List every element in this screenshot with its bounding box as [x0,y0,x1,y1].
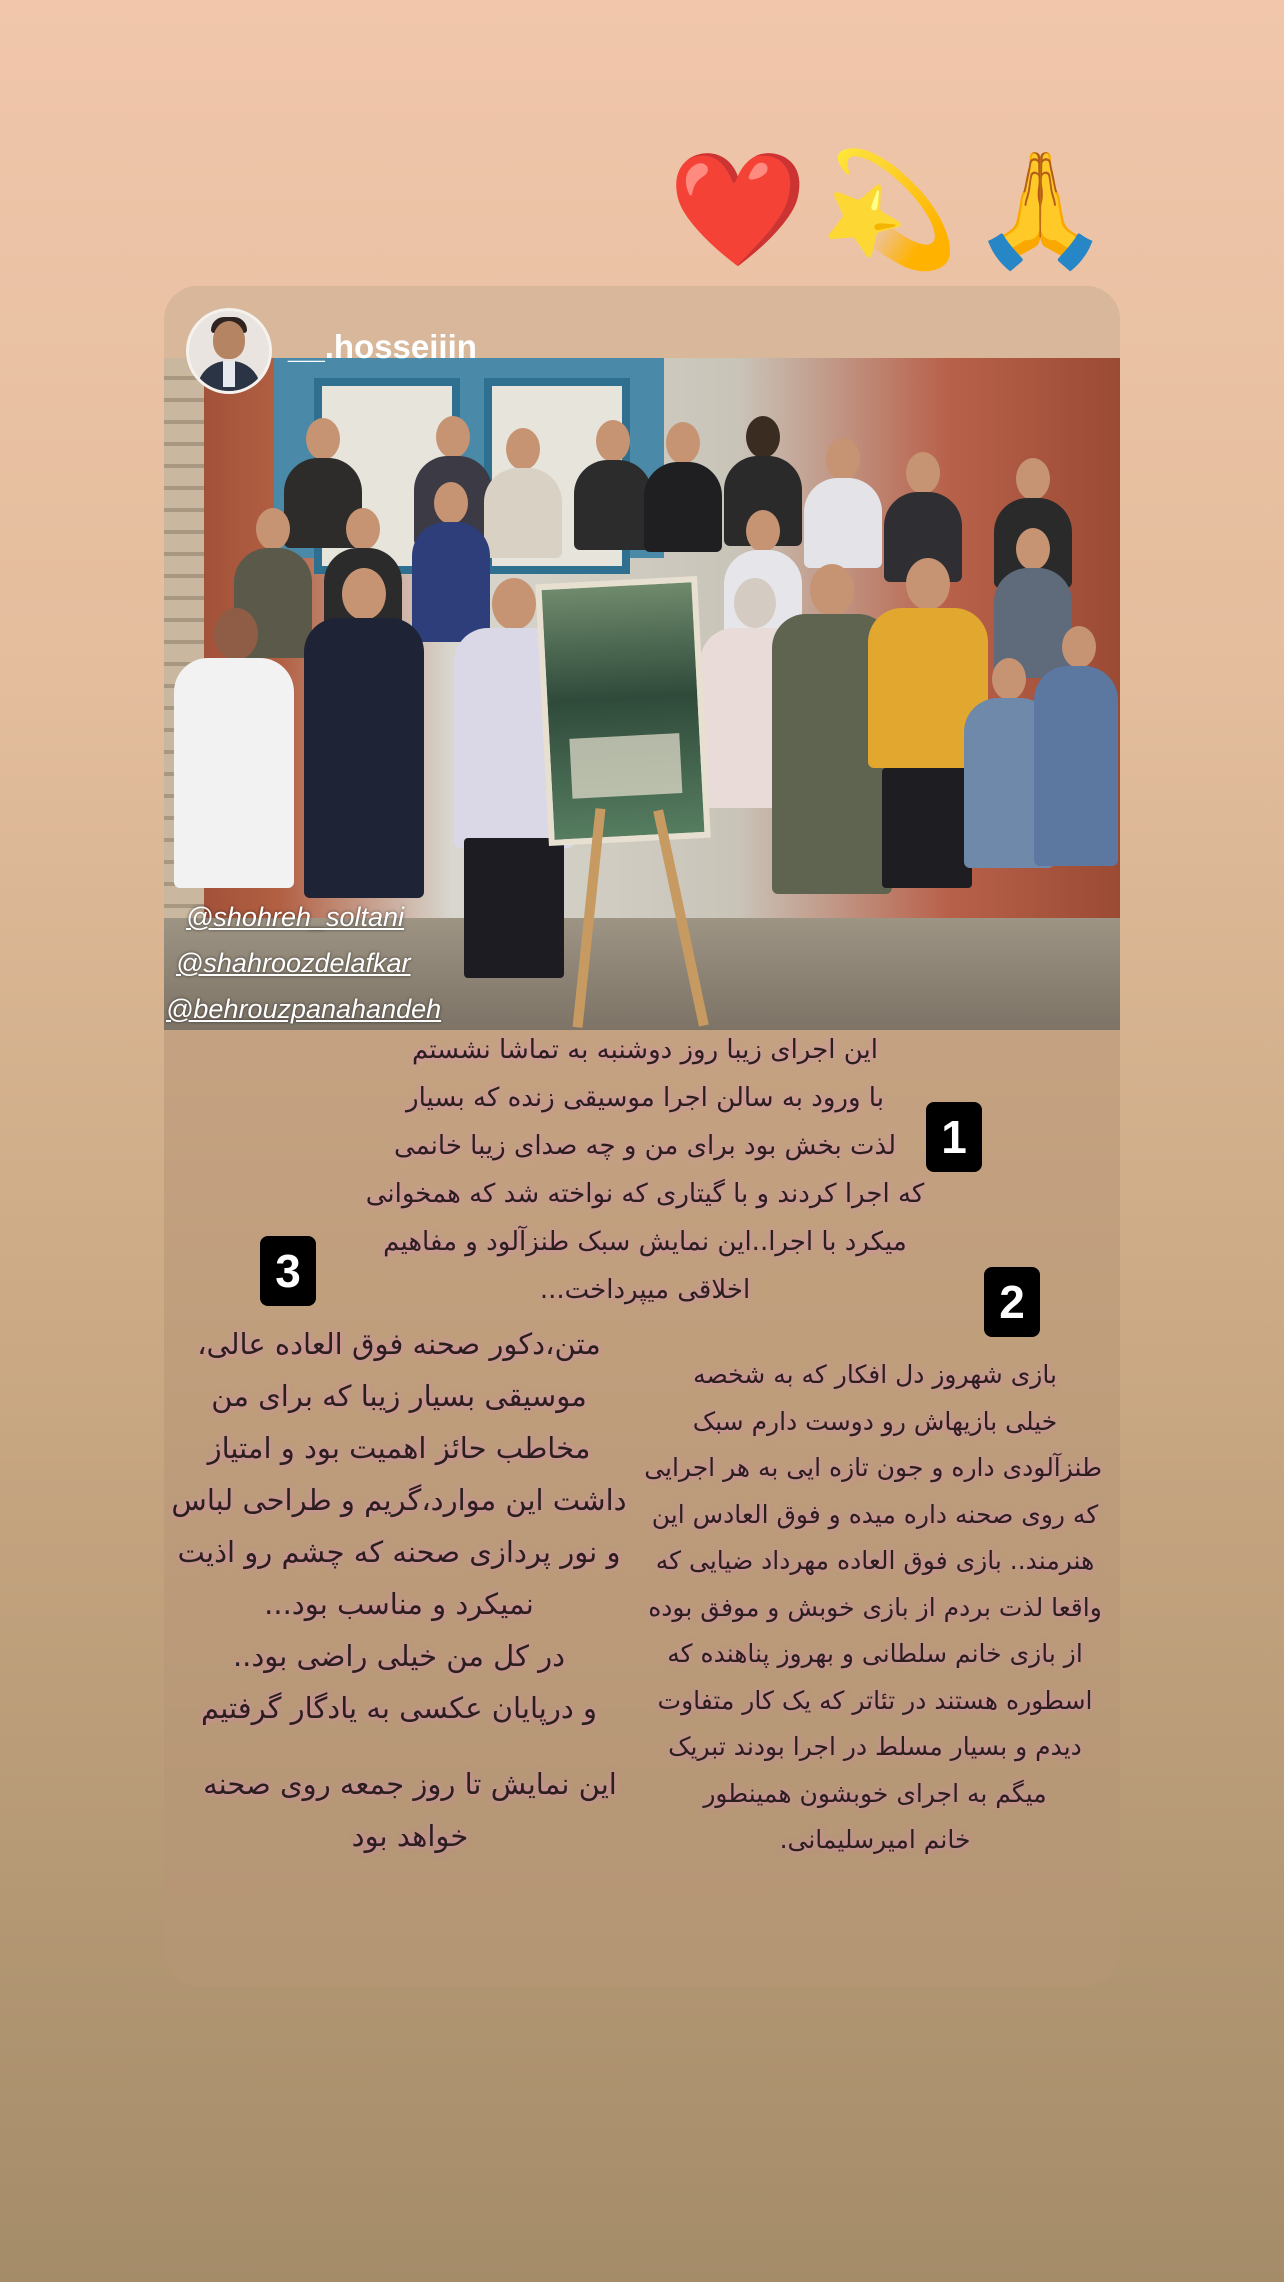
caption-line: خیلی بازیهاش رو دوست دارم سبک [692,1406,1058,1436]
caption-line: و نور پردازی صحنه که چشم رو اذیت [177,1535,621,1569]
caption-line: نمیکرد و مناسب بود... [264,1587,534,1621]
caption-line: دیدم و بسیار مسلط در اجرا بودند تبریک [668,1732,1082,1761]
caption-line: بازی شهروز دل افکار که به شخصه [693,1360,1057,1389]
number-badge-2: 2 [984,1267,1040,1337]
caption-text-2 [644,1352,1102,1864]
caption-line: این اجرای زیبا روز دوشنبه به تماشا نشستم [412,1035,878,1065]
caption-line: در کل من خیلی راضی بود.. [232,1639,566,1673]
caption-line: متن،دکور صحنه فوق العاده عالی، [197,1327,601,1361]
caption-line: لذت بخش بود برای من و چه صدای زیبا خانمی [393,1131,897,1161]
play-poster [535,576,710,846]
caption-line: اخلاقی میپرداخت... [539,1275,751,1305]
caption-line: هنرمند.. بازی فوق العاده مهرداد ضیایی که [655,1546,1095,1575]
praying-hands-emoji-icon: 🙏 [970,145,1111,275]
caption-text-1 [345,1026,945,1314]
avatar[interactable] [186,308,272,394]
caption-line: موسیقی بسیار زیبا که برای من [211,1379,587,1413]
caption-line: واقعا لذت بردم از بازی خوبش و موفق بوده [648,1592,1102,1622]
caption-line: میکرد با اجرا..این نمایش سبک طنزآلود و مفاهیم [383,1227,907,1257]
caption-line: خانم امیرسلیمانی. [779,1825,971,1854]
caption-line: اسطوره هستند در تئاتر که یک کار متفاوت [657,1685,1093,1715]
caption-line: داشت این موارد،گریم و طراحی لباس [171,1483,627,1517]
caption-line: خواهد بود [351,1819,469,1853]
number-badge-3: 3 [260,1236,316,1306]
caption-line: میگم به اجرای خوبشون همینطور [703,1778,1047,1808]
caption-line: این نمایش تا روز جمعه روی صحنه [203,1767,617,1801]
caption-line: مخاطب حائز اهمیت بود و امتیاز [207,1431,591,1465]
caption-text-3-note [200,1758,620,1862]
caption-line: از بازی خانم سلطانی و بهروز پناهنده که [667,1639,1083,1668]
caption-text-3 [160,1318,638,1734]
caption-line: و درپایان عکسی به یادگار گرفتیم [200,1691,598,1725]
photo-tag[interactable]: @shahroozdelafkar [176,948,411,978]
heart-emoji-icon: ❤️ [668,145,808,275]
number-badge-1: 1 [926,1102,982,1172]
caption-line: طنزآلودی داره و جون تازه ایی به هر اجرایی [644,1453,1102,1482]
caption-line: که روی صحنه داره میده و فوق العادس این [651,1499,1099,1529]
caption-line: که اجرا کردند و با گیتاری که نواخته شد که همخوانی [365,1179,925,1209]
caption-line: با ورود به سالن اجرا موسیقی زنده که بسیار [406,1083,884,1113]
group-photo [164,358,1120,1030]
dizzy-star-emoji-icon: 💫 [819,145,959,275]
photo-tag[interactable]: @shohreh_soltani [186,902,405,932]
photo-tag[interactable]: @behrouzpanahandeh [166,994,442,1024]
emoji-reactions [668,140,1111,280]
post-username[interactable]: __.hosseiiin [288,328,477,365]
